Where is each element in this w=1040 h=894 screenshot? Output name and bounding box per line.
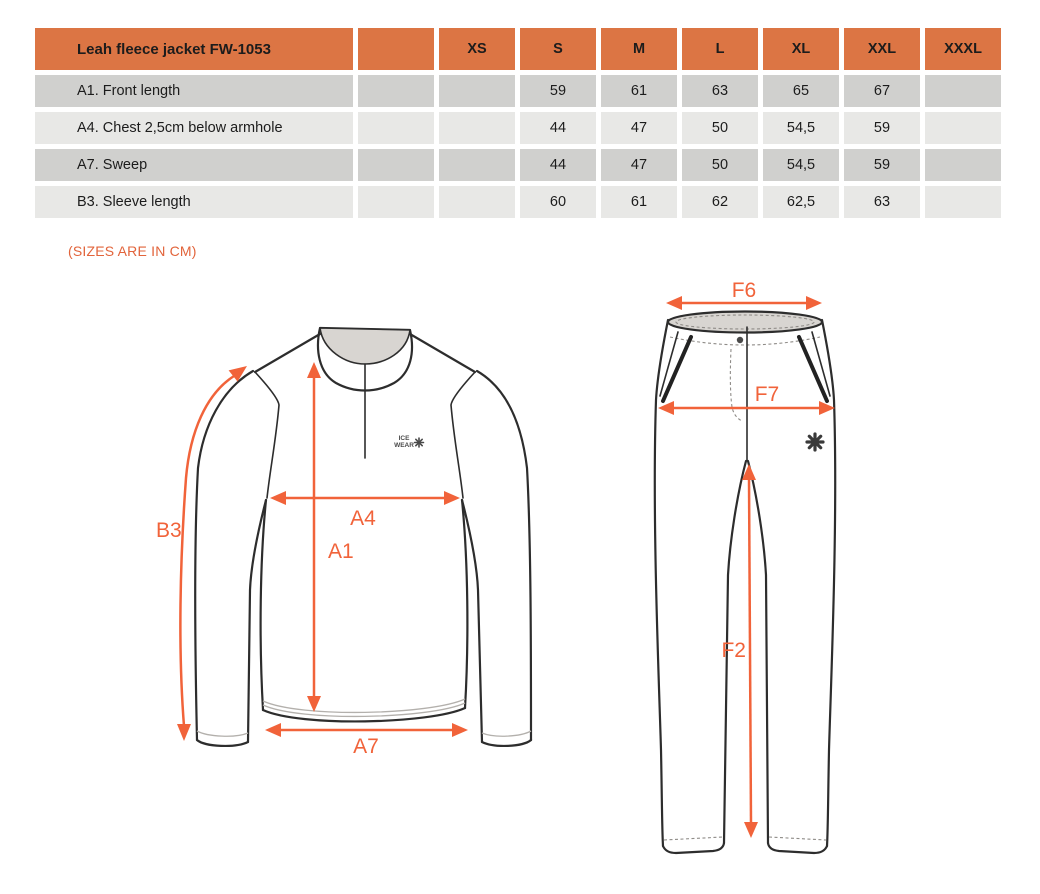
cell: 47 xyxy=(601,112,677,144)
cell: 50 xyxy=(682,149,758,181)
sizes-unit-note: (SIZES ARE IN CM) xyxy=(68,243,197,259)
cell: 54,5 xyxy=(763,149,839,181)
measurement-a1 xyxy=(307,362,354,712)
row-label: B3. Sleeve length xyxy=(35,186,353,218)
size-col-xxl: XXL xyxy=(844,28,920,70)
measurement-f2 xyxy=(721,464,758,838)
cell xyxy=(439,186,515,218)
arrowhead-right-icon xyxy=(444,491,460,505)
table-row-sweep xyxy=(35,149,1001,181)
cell: 59 xyxy=(844,149,920,181)
label-b3: B3 xyxy=(156,519,182,542)
arrowhead-right-icon xyxy=(806,296,822,310)
size-col-s: S xyxy=(520,28,596,70)
cell: 50 xyxy=(682,112,758,144)
cell xyxy=(358,75,434,107)
arrowhead-down-icon xyxy=(177,724,191,741)
arrowhead-left-icon xyxy=(270,491,286,505)
arrowhead-left-icon xyxy=(658,401,674,415)
jacket-front-technical-drawing xyxy=(140,295,610,780)
cell: 61 xyxy=(601,186,677,218)
arrowhead-right-icon xyxy=(452,723,468,737)
size-col-blank xyxy=(358,28,434,70)
measurement-b3 xyxy=(156,366,247,741)
size-col-l: L xyxy=(682,28,758,70)
pants-front-technical-drawing xyxy=(630,278,930,878)
label-f7: F7 xyxy=(754,383,780,406)
size-col-xs: XS xyxy=(439,28,515,70)
pants-outline xyxy=(655,320,835,853)
cell: 54,5 xyxy=(763,112,839,144)
size-col-m: M xyxy=(601,28,677,70)
cell: 44 xyxy=(520,112,596,144)
arrowhead-left-icon xyxy=(666,296,682,310)
label-f2: F2 xyxy=(721,639,746,662)
product-title: Leah fleece jacket FW-1053 xyxy=(35,28,353,70)
cell xyxy=(358,149,434,181)
waist-button-icon xyxy=(737,337,743,343)
size-col-xl: XL xyxy=(763,28,839,70)
cell xyxy=(439,112,515,144)
cell xyxy=(925,186,1001,218)
logo-text-line2: WEAR xyxy=(394,442,414,449)
cell: 62 xyxy=(682,186,758,218)
arrowhead-right-icon xyxy=(819,401,835,415)
cell: 47 xyxy=(601,149,677,181)
arrowhead-up-icon xyxy=(307,362,321,378)
cell xyxy=(439,75,515,107)
cell: 67 xyxy=(844,75,920,107)
measurement-f6 xyxy=(666,279,822,310)
pants-fly xyxy=(730,327,747,460)
pants-pockets xyxy=(660,332,830,401)
cell: 60 xyxy=(520,186,596,218)
cell: 61 xyxy=(601,75,677,107)
table-header-row xyxy=(35,28,1001,70)
table-row-sleeve-length xyxy=(35,186,1001,218)
cell: 44 xyxy=(520,149,596,181)
cell: 65 xyxy=(763,75,839,107)
cell xyxy=(358,186,434,218)
cell: 63 xyxy=(682,75,758,107)
label-a1: A1 xyxy=(328,540,354,563)
logo-text-line1: ICE xyxy=(398,435,410,442)
jacket-right-sleeve xyxy=(462,371,531,746)
cell: 59 xyxy=(520,75,596,107)
row-label: A7. Sweep xyxy=(35,149,353,181)
label-f6: F6 xyxy=(731,279,757,302)
row-label: A4. Chest 2,5cm below armhole xyxy=(35,112,353,144)
cell xyxy=(439,149,515,181)
row-label: A1. Front length xyxy=(35,75,353,107)
cell: 63 xyxy=(844,186,920,218)
size-chart-table xyxy=(30,23,1006,223)
cell: 62,5 xyxy=(763,186,839,218)
arrowhead-down-icon xyxy=(307,696,321,712)
cell xyxy=(925,75,1001,107)
snowflake-icon xyxy=(415,438,424,447)
snowflake-icon xyxy=(807,434,823,450)
label-a7: A7 xyxy=(353,735,379,758)
cell xyxy=(925,149,1001,181)
label-a4: A4 xyxy=(350,507,376,530)
size-col-xxxl: XXXL xyxy=(925,28,1001,70)
jacket-left-sleeve xyxy=(195,371,266,746)
cell xyxy=(925,112,1001,144)
table-row-chest xyxy=(35,112,1001,144)
measurement-a4 xyxy=(270,491,460,530)
table-row-front-length xyxy=(35,75,1001,107)
cell xyxy=(358,112,434,144)
measurement-a7 xyxy=(265,723,468,758)
cell: 59 xyxy=(844,112,920,144)
jacket-body xyxy=(261,500,468,721)
jacket-chest-logo xyxy=(394,435,423,449)
arrowhead-down-icon xyxy=(744,822,758,838)
arrowhead-left-icon xyxy=(265,723,281,737)
